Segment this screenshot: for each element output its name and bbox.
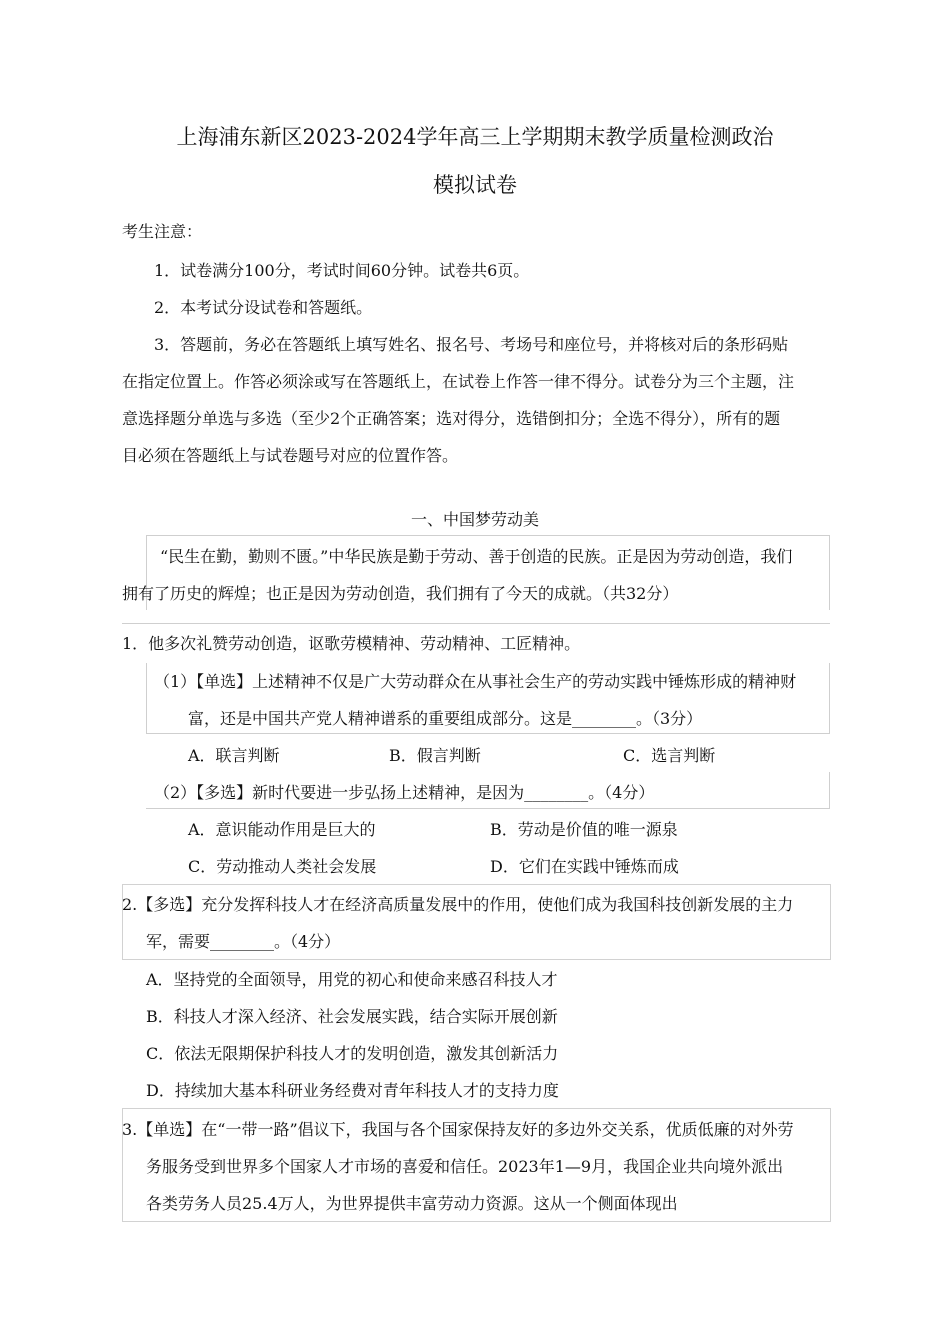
- section-heading: 一、中国梦劳动美: [410, 510, 539, 529]
- q1-sub1-box-bottom: [146, 733, 830, 734]
- q1-divider: [122, 623, 830, 624]
- notice-heading: 考生注意：: [122, 222, 203, 241]
- q1-sub2-option-a: A．意识能动作用是巨大的: [188, 820, 376, 839]
- q1-sub2-option-b: B．劳动是价值的唯一源泉: [490, 820, 678, 839]
- q1-sub1-box-right: [829, 663, 830, 733]
- notice-item-3-line3: 意选择题分单选与多选（至少2个正确答案；选对得分，选错倒扣分；全选不得分），所有的题: [122, 409, 781, 428]
- q1-stem: 1．他多次礼赞劳动创造，讴歌劳模精神、劳动精神、工匠精神。: [122, 634, 581, 653]
- intro-box-right: [829, 535, 830, 610]
- q2-option-c: C．依法无限期保护科技人才的发明创造，激发其创新活力: [146, 1044, 559, 1063]
- q1-sub2-stem: （2）【多选】新时代要进一步弘扬上述精神，是因为________。（4分）: [154, 783, 655, 802]
- q1-sub1-option-b: B．假言判断: [389, 746, 481, 765]
- q2-stem-line1: 2.【多选】充分发挥科技人才在经济高质量发展中的作用，使他们成为我国科技创新发展的主力: [122, 895, 794, 914]
- section-intro-line2: 拥有了历史的辉煌；也正是因为劳动创造，我们拥有了今天的成就。（共32分）: [122, 584, 679, 603]
- q1-sub1-line1: （1）【单选】上述精神不仅是广大劳动群众在从事社会生产的劳动实践中锤炼形成的精神财: [154, 672, 797, 691]
- q2-option-b: B．科技人才深入经济、社会发展实践，结合实际开展创新: [146, 1007, 558, 1026]
- notice-item-1: 1．试卷满分100分，考试时间60分钟。试卷共6页。: [154, 261, 530, 280]
- q1-sub2-box-bottom: [146, 808, 830, 809]
- q3-stem-line1: 3.【单选】在“一带一路”倡议下，我国与各个国家保持友好的多边外交关系，优质低廉的对外劳: [122, 1120, 794, 1139]
- notice-item-3-line4: 目必须在答题纸上与试卷题号对应的位置作答。: [122, 446, 459, 465]
- q1-sub2-box-right: [829, 772, 830, 808]
- q2-option-a: A．坚持党的全面领导，用党的初心和使命来感召科技人才: [146, 970, 558, 989]
- intro-box-top: [146, 535, 830, 536]
- q2-stem-line2: 军，需要________。（4分）: [146, 932, 341, 951]
- exam-title-line2: 模拟试卷: [433, 173, 517, 197]
- notice-item-2: 2．本考试分设试卷和答题纸。: [154, 298, 373, 317]
- q1-sub1-line2: 富，还是中国共产党人精神谱系的重要组成部分。这是________。（3分）: [188, 709, 703, 728]
- notice-item-3-line1: 3．答题前，务必在答题纸上填写姓名、报名号、考场号和座位号，并将核对后的条形码贴: [154, 335, 789, 354]
- section-intro-line1: “民生在勤，勤则不匮。”中华民族是勤于劳动、善于创造的民族。正是因为劳动创造，我们: [160, 547, 793, 566]
- q1-sub1-option-a: A．联言判断: [188, 746, 280, 765]
- exam-title-line1: 上海浦东新区2023-2024学年高三上学期期末教学质量检测政治: [176, 125, 774, 149]
- q1-sub1-box-left: [146, 663, 147, 733]
- q1-sub1-option-c: C．选言判断: [623, 746, 716, 765]
- q3-stem-line2: 务服务受到世界多个国家人才市场的喜爱和信任。2023年1—9月，我国企业共向境外派出: [146, 1157, 784, 1176]
- q1-sub2-option-c: C．劳动推动人类社会发展: [188, 857, 377, 876]
- q2-option-d: D．持续加大基本科研业务经费对青年科技人才的支持力度: [146, 1081, 559, 1100]
- q3-stem-line3: 各类劳务人员25.4万人，为世界提供丰富劳动力资源。这从一个侧面体现出: [146, 1194, 678, 1213]
- notice-item-3-line2: 在指定位置上。作答必须涂或写在答题纸上，在试卷上作答一律不得分。试卷分为三个主题，注: [122, 372, 795, 391]
- q1-sub2-option-d: D．它们在实践中锤炼而成: [490, 857, 679, 876]
